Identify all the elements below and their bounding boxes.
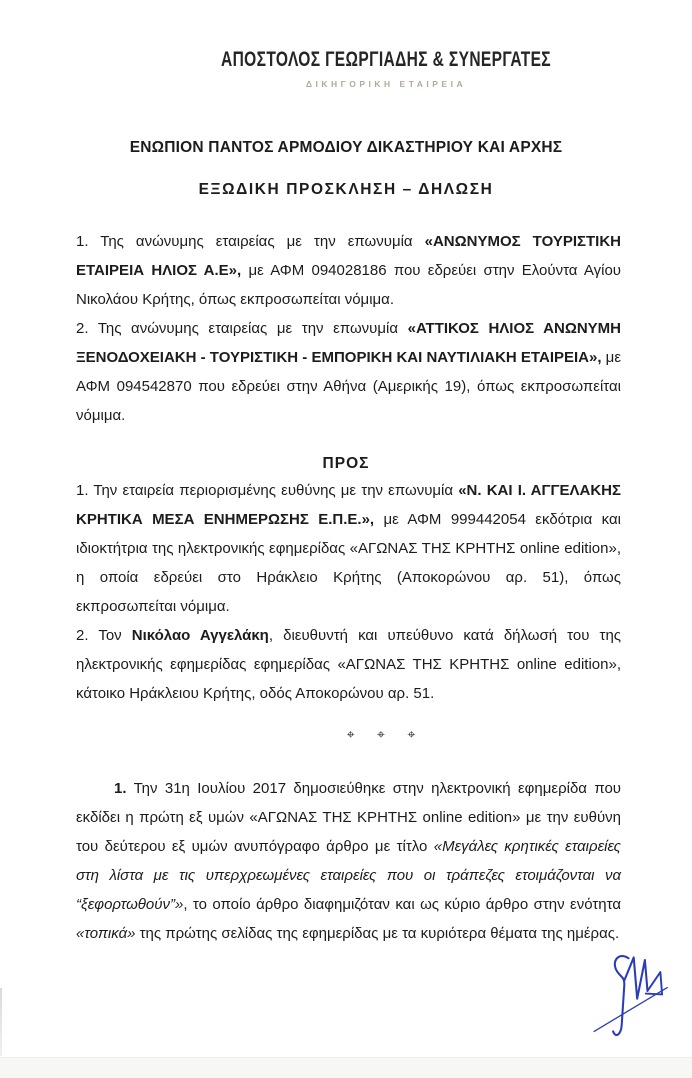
crosshair-ornament-icon: ⌖ [346, 727, 355, 743]
section-separator-ornament [35, 727, 692, 743]
letterhead [40, 48, 692, 89]
law-firm-subtitle: ΔΙΚΗΓΟΡΙΚΗ ΕΤΑΙΡΕΙΑ [305, 79, 467, 89]
addresser-paragraph-1: 1. Της ανώνυμης εταιρείας με την επωνυμία «ΑΝΩΝΥΜΟΣ ΤΟΥΡΙΣΤΙΚΗ ΕΤΑΙΡΕΙΑ ΗΛΙΟΣ Α.Ε», με ΑΦΜ 094028186 που εδρεύει στην Ελούντα Αγίου Νικολάου Κρήτης, όπως εκπροσωπείται νόμιμα. [76, 233, 622, 308]
scan-edge-artifact [0, 988, 2, 1056]
addressers-section [76, 227, 621, 430]
crosshair-ornament-icon: ⌖ [377, 727, 385, 743]
recipient-paragraph-2: 2. Τον Νικόλαο Αγγελάκη, διευθυντή και υπεύθυνο κατά δήλωσή του της ηλεκτρονικής εφημερίδας εφημερίδας «ΑΓΩΝΑΣ ΤΗΣ ΚΡΗΤΗΣ online edition», κάτοικο Ηράκλειου Κρήτης, οδός Αποκορώνου αρ. 51. [76, 627, 622, 702]
recipient-paragraph-1: 1. Την εταιρεία περιορισμένης ευθύνης με την επωνυμία «Ν. ΚΑΙ Ι. ΑΓΓΕΛΑΚΗΣ ΚΡΗΤΙΚΑ ΜΕΣΑ ΕΝΗΜΕΡΩΣΗΣ Ε.Π.Ε.», με ΑΦΜ 999442054 εκδότρια και ιδιοκτήτρια της ηλεκτρονικής εφημερίδας «ΑΓΩΝΑΣ ΤΗΣ ΚΡΗΤΗΣ online edition», η οποία εδρεύει στο Ηράκλειο Κρήτης (Αποκορώνου αρ. 51), όπως εκπροσωπείται νόμιμα. [76, 482, 621, 615]
law-firm-name: ΑΠΟΣΤΟΛΟΣ ΓΕΩΡΓΙΑΔΗΣ & ΣΥΝΕΡΓΑΤΕΣ [220, 48, 552, 71]
addresser-paragraph-2: 2. Της ανώνυμης εταιρείας με την επωνυμία «ΑΤΤΙΚΟΣ ΗΛΙΟΣ ΑΝΩΝΥΜΗ ΞΕΝΟΔΟΧΕΙΑΚΗ - ΤΟΥΡΙΣΤΙΚΗ - ΕΜΠΟΡΙΚΗ ΚΑΙ ΝΑΥΤΙΛΙΑΚΗ ΕΤΑΙΡΕΙΑ», με ΑΦΜ 094542870 που εδρεύει στην Αθήνα (Αμερικής 19), όπως εκπροσωπείται νόμιμα. [76, 320, 622, 424]
scan-bottom-artifact [0, 1057, 692, 1078]
heading-document-title: ΕΞΩΔΙΚΗ ΠΡΟΣΚΛΗΣΗ – ΔΗΛΩΣΗ [198, 181, 494, 198]
body-paragraph-1: 1. Την 31η Ιουλίου 2017 δημοσιεύθηκε στην ηλεκτρονική εφημερίδα που εκδίδει η πρώτη εξ υμών «ΑΓΩΝΑΣ ΤΗΣ ΚΡΗΤΗΣ online edition» με την ευθύνη του δεύτερου εξ υμών ανυπόγραφο άρθρο με τίτλο «Μεγάλες κρητικές εταιρείες στη λίστα με τις υπερχρεωμένες εταιρείες που οι τράπεζες ετοιμάζονται να “ξεφορτωθούν”», το οποίο άρθρο διαφημιζόταν και ως κύριο άρθρο στην ενότητα «τοπικά» της πρώτης σελίδας της εφημερίδας με τα κυριότερα θέματα της ημέρας. [76, 780, 621, 942]
body-section [76, 774, 621, 948]
heading-court: ΕΝΩΠΙΟΝ ΠΑΝΤΟΣ ΑΡΜΟΔΙΟΥ ΔΙΚΑΣΤΗΡΙΟΥ ΚΑΙ ΑΡΧΗΣ [129, 139, 563, 156]
recipients-section [76, 476, 621, 708]
crosshair-ornament-icon: ⌖ [407, 727, 416, 743]
handwritten-signature-icon [589, 944, 675, 1056]
heading-pros: ΠΡΟΣ [322, 455, 370, 472]
